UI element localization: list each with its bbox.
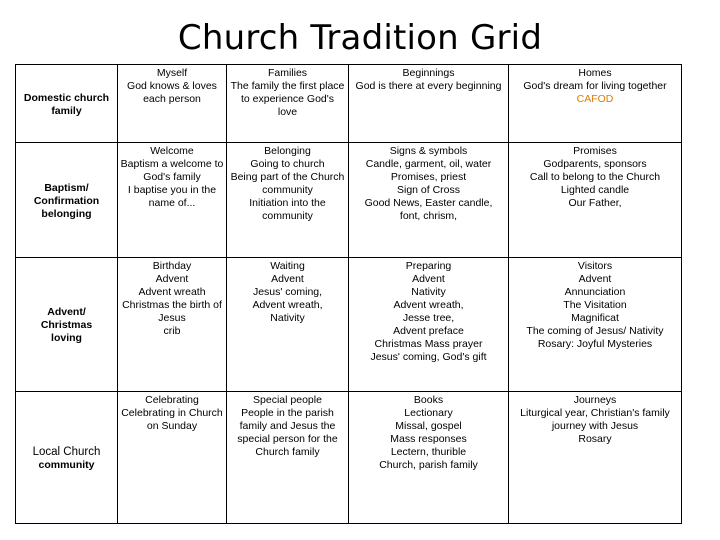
grid-cell: Birthday Advent Advent wreath Christmas the birth of Jesus crib bbox=[118, 258, 227, 392]
grid-cell: Books Lectionary Missal, gospel Mass responses Lectern, thurible Church, parish family bbox=[349, 392, 509, 524]
grid-cell bbox=[509, 65, 682, 143]
grid-cell: Celebrating Celebrating in Church on Sunday bbox=[118, 392, 227, 524]
grid-cell: Visitors Advent Annunciation The Visitation Magnificat The coming of Jesus/ Nativity Rosary: Joyful Mysteries bbox=[509, 258, 682, 392]
grid-cell: Waiting Advent Jesus' coming, Advent wreath, Nativity bbox=[227, 258, 349, 392]
table-row bbox=[16, 65, 682, 143]
grid-cell: Beginnings God is there at every beginning bbox=[349, 65, 509, 143]
cafod-label: CAFOD bbox=[576, 93, 614, 105]
grid-cell: Belonging Going to church Being part of the Church community Initiation into the community bbox=[227, 143, 349, 258]
row-heading-sub: community bbox=[38, 458, 95, 471]
grid-cell: Journeys Liturgical year, Christian's family journey with Jesus Rosary bbox=[509, 392, 682, 524]
grid-cell: Welcome Baptism a welcome to God's family I baptise you in the name of... bbox=[118, 143, 227, 258]
cell-text: Homes God's dream for living together bbox=[523, 67, 667, 92]
row-heading: Baptism/ Confirmation belonging bbox=[16, 143, 118, 258]
grid-cell: Myself God knows & loves each person bbox=[118, 65, 227, 143]
row-heading: Advent/ Christmas loving bbox=[16, 258, 118, 392]
row-heading: Domestic church family bbox=[16, 65, 118, 143]
grid-cell: Signs & symbols Candle, garment, oil, water Promises, priest Sign of Cross Good News, Easter candle, font, chrism, bbox=[349, 143, 509, 258]
table-row bbox=[16, 258, 682, 392]
table-row bbox=[16, 392, 682, 524]
grid-cell: Preparing Advent Nativity Advent wreath, Jesse tree, Advent preface Christmas Mass prayer Jesus' coming, God's gift bbox=[349, 258, 509, 392]
page-title: Church Tradition Grid bbox=[177, 18, 543, 58]
table-row bbox=[16, 143, 682, 258]
row-heading-title: Local Church bbox=[32, 445, 101, 458]
tradition-grid bbox=[15, 64, 682, 524]
grid-cell: Promises Godparents, sponsors Call to belong to the Church Lighted candle Our Father, bbox=[509, 143, 682, 258]
grid-cell: Families The family the first place to experience God's love bbox=[227, 65, 349, 143]
grid-cell: Special people People in the parish family and Jesus the special person for the Church family bbox=[227, 392, 349, 524]
row-heading bbox=[16, 392, 118, 524]
